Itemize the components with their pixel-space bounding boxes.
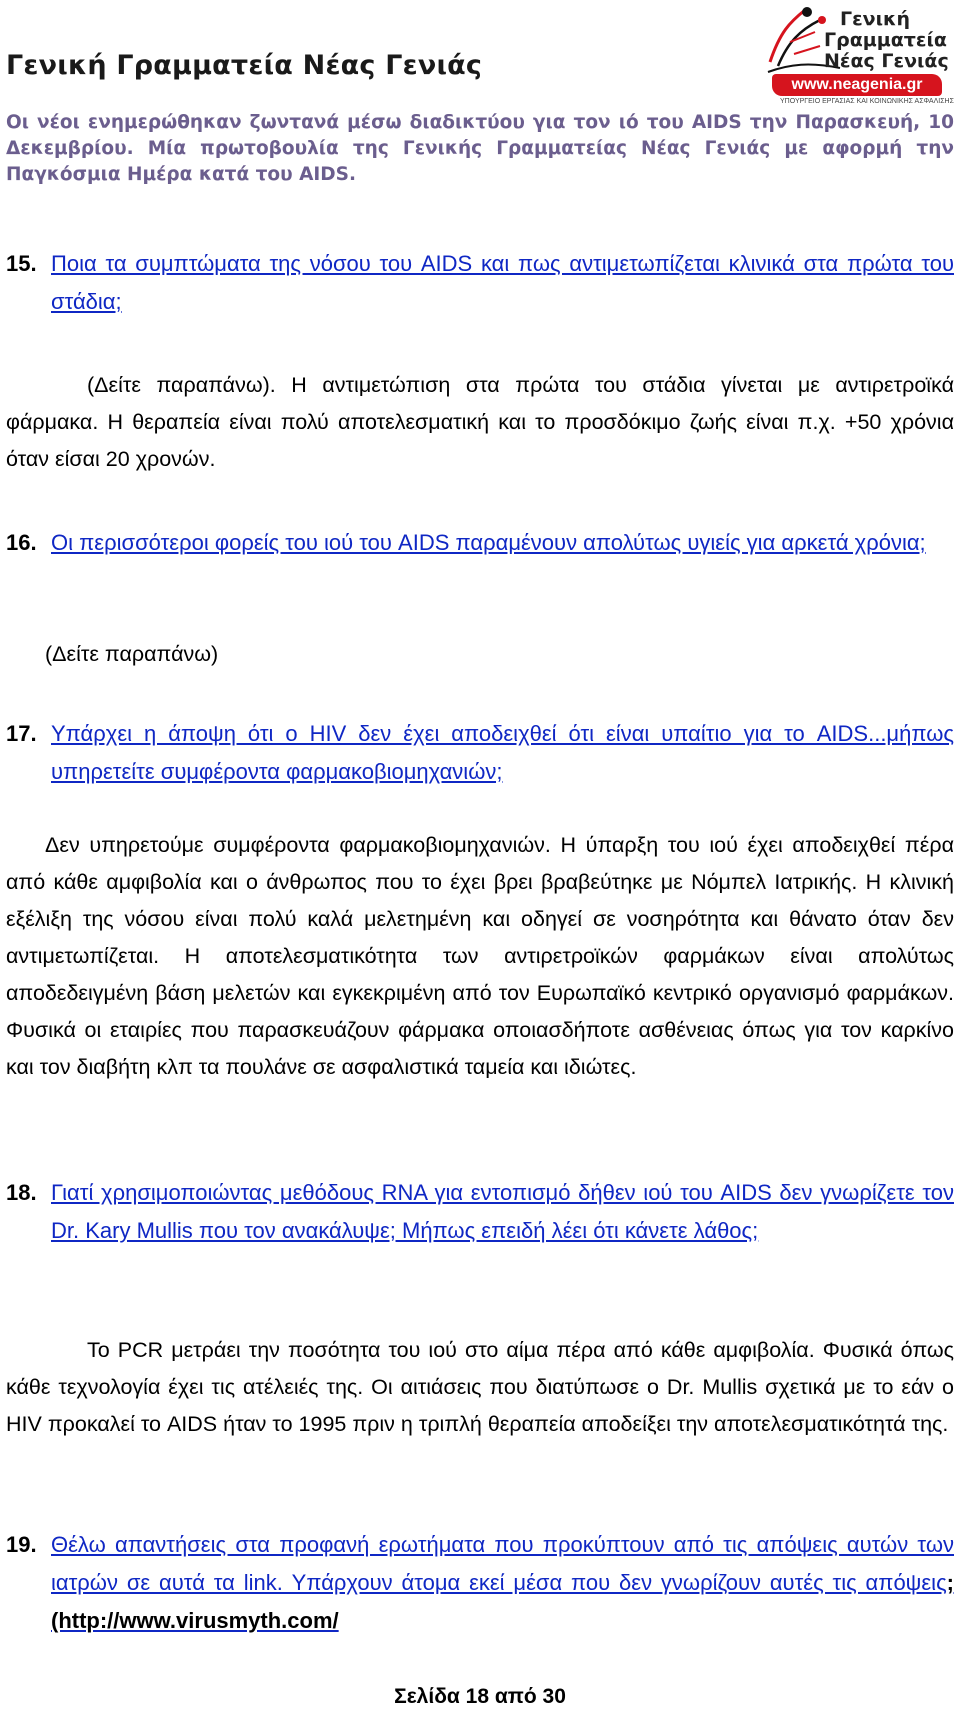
logo-line-1: Γενική bbox=[840, 8, 911, 30]
virusmyth-url: ; (http://www.virusmyth.com/ bbox=[51, 1570, 954, 1633]
question-link[interactable]: Υπάρχει η άποψη ότι ο HIV δεν έχει αποδειχθεί ότι είναι υπαίτιο για το AIDS...μήπως υπηρετείτε συμφέροντα φαρμακοβιομηχανιών; bbox=[51, 721, 954, 784]
question-number: 17. bbox=[6, 721, 37, 746]
question-number: 16. bbox=[6, 530, 37, 555]
question-link[interactable]: Ποια τα συμπτώματα της νόσου του AIDS και πως αντιμετωπίζεται κλινικά στα πρώτα του στάδια; bbox=[51, 251, 954, 314]
question-number: 15. bbox=[6, 251, 37, 276]
logo-ministry: ΥΠΟΥΡΓΕΙΟ ΕΡΓΑΣΙΑΣ ΚΑΙ ΚΟΙΝΩΝΙΚΗΣ ΑΣΦΑΛΙΣΗΣ bbox=[780, 98, 954, 105]
logo-url[interactable]: www.neagenia.gr bbox=[772, 74, 942, 96]
question-17 bbox=[6, 715, 954, 791]
question-number: 19. bbox=[6, 1532, 37, 1557]
intro-text: Οι νέοι ενημερώθηκαν ζωντανά μέσω διαδικτύου για τον ιό του AIDS την Παρασκευή, 10 Δεκεμβρίου. Μία πρωτοβουλία της Γενικής Γραμματείας Νέας Γενιάς με αφορμή την Παγκόσμια Ημέρα κατά του AIDS. bbox=[6, 112, 954, 185]
neagenia-logo bbox=[760, 2, 960, 112]
logo-line-2: Γραμματεία bbox=[824, 29, 947, 51]
question-link-text[interactable]: Θέλω απαντήσεις στα προφανή ερωτήματα που προκύπτουν από τις απόψεις αυτών των ιατρών σε αυτά τα link. Υπάρχουν άτομα εκεί μέσα που δεν γνωρίζουν αυτές τις απόψεις bbox=[51, 1532, 954, 1595]
question-link[interactable]: Γιατί χρησιμοποιώντας μεθόδους RNA για εντοπισμό δήθεν ιού του AIDS δεν γνωρίζετε τον Dr. Kary Mullis που τον ανακάλυψε; Μήπως επειδή λέει ότι κάνετε λάθος; bbox=[51, 1180, 954, 1243]
logo-line-3: Νέας Γενιάς bbox=[824, 50, 949, 72]
page-number: Σελίδα 18 από 30 bbox=[394, 1685, 566, 1708]
question-15 bbox=[6, 245, 954, 321]
answer-17: Δεν υπηρετούμε συμφέροντα φαρμακοβιομηχανιών. Η ύπαρξη του ιού έχει αποδειχθεί πέρα από κάθε αμφιβολία και ο άνθρωπος που το έχει βρει βραβεύτηκε με Νόμπελ Ιατρικής. Η κλινική εξέλιξη της νόσου είναι πολύ καλά μελετημένη και οδηγεί σε νοσηρότητα και θάνατο όταν δεν αντιμετωπίζεται. Η αποτελεσματικότητα των αντιρετροϊκών φαρμάκων είναι απολύτως αποδεδειγμένη βάση μελετών και εγκεκριμένη από τον Ευρωπαϊκό κεντρικό οργανισμό φαρμάκων. Φυσικά οι εταιρίες που παρασκευάζουν φάρμακα οποιασδήποτε ασθένειας όπως για τον καρκίνο και τον διαβήτη κλπ τα πουλάνε σε ασφαλιστικά ταμεία και ιδιώτες. bbox=[6, 833, 954, 1079]
answer-15: (Δείτε παραπάνω). Η αντιμετώπιση στα πρώτα του στάδια γίνεται με αντιρετροϊκά φάρμακα. Η θεραπεία είναι πολύ αποτελεσματική και το προσδόκιμο ζωής είναι π.χ. +50 χρόνια όταν είσαι 20 χρονών. bbox=[6, 373, 954, 471]
question-link[interactable] bbox=[51, 1526, 954, 1640]
question-link[interactable]: Οι περισσότεροι φορείς του ιού του AIDS παραμένουν απολύτως υγιείς για αρκετά χρόνια; bbox=[51, 530, 926, 555]
answer-16: (Δείτε παραπάνω) bbox=[45, 642, 219, 666]
answer-18: Το PCR μετράει την ποσότητα του ιού στο αίμα πέρα από κάθε αμφιβολία. Φυσικά όπως κάθε τεχνολογία έχει τις ατέλειές της. Οι αιτιάσεις που διατύπωσε ο Dr. Mullis σχετικά με το εάν ο HIV προκαλεί το AIDS ήταν το 1995 πριν η τριπλή θεραπεία αποδείξει την αποτελεσματικότητά της. bbox=[6, 1338, 954, 1436]
question-18 bbox=[6, 1174, 954, 1250]
page-title: Γενική Γραμματεία Νέας Γενιάς bbox=[6, 50, 483, 81]
question-16 bbox=[6, 524, 954, 562]
question-19 bbox=[6, 1526, 954, 1640]
question-number: 18. bbox=[6, 1180, 37, 1205]
